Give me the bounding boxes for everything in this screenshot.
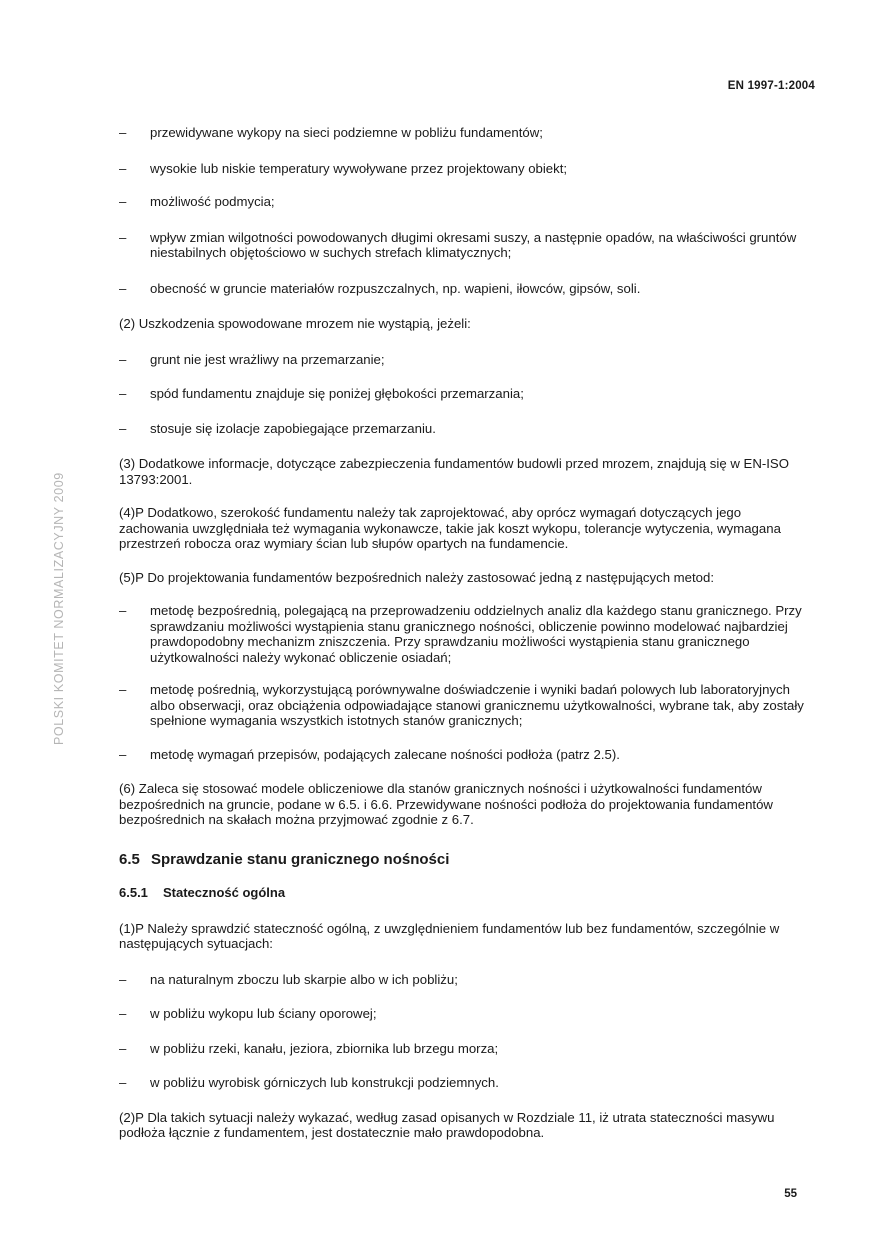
- list-item-text: wpływ zmian wilgotności powodowanych długimi okresami suszy, a następnie opadów, na właściwości gruntów niestabilnych objętościowo w suchych strefach klimatycznych;: [150, 229, 797, 260]
- subsection-heading: [119, 885, 804, 901]
- dash-marker: –: [119, 420, 127, 436]
- list-item-text: stosuje się izolacje zapobiegające przemarzaniu.: [150, 420, 436, 436]
- list-item-text: grunt nie jest wrażliwy na przemarzanie;: [150, 351, 385, 367]
- list-item: [119, 125, 804, 141]
- subsection-number: 6.5.1: [119, 885, 148, 900]
- dash-marker: –: [119, 1040, 127, 1056]
- section-number: 6.5: [119, 850, 140, 868]
- paragraph-s2: (2)P Dla takich sytuacji należy wykazać, według zasad opisanych w Rozdziale 11, iż utrata stateczności masywu podłoża łącznie z fundamentem, jest dostatecznie mało prawdopodobna.: [119, 1109, 775, 1140]
- list-item: [119, 1041, 804, 1057]
- list-item: [119, 352, 804, 368]
- dash-marker: –: [119, 351, 127, 367]
- dash-marker: –: [119, 682, 127, 697]
- list-item-text: wysokie lub niskie temperatury wywoływane przez projektowany obiekt;: [150, 160, 568, 176]
- list-item: [119, 1075, 804, 1091]
- list-item-text: spód fundamentu znajduje się poniżej głębokości przemarzania;: [150, 386, 524, 401]
- watermark: POLSKI KOMITET NORMALIZACYJNY 2009: [52, 472, 66, 745]
- dash-marker: –: [119, 1006, 127, 1021]
- list-item: [119, 972, 804, 988]
- section-title: Sprawdzanie stanu granicznego nośności: [151, 850, 450, 868]
- list-item-text: metodę pośrednią, wykorzystującą porównywalne doświadczenie i wyniki badań polowych lub laboratoryjnych albo obserwacji, oraz obciążenia odpowiadające stanowi granicznemu użytkowalności, wybrane tak, aby zostały spełnione wymagania wszystkich istotnych stanów granicznych;: [150, 682, 804, 728]
- paragraph-2: (2) Uszkodzenia spowodowane mrozem nie wystąpią, jeżeli:: [119, 316, 471, 331]
- page-number: 55: [784, 1188, 797, 1200]
- paragraph-4: (4)P Dodatkowo, szerokość fundamentu należy tak zaprojektować, aby oprócz wymagań dotyczących jego zachowania uwzględniała też wymagania wykonawcze, takie jak koszt wykopu, tolerancje wytyczenia, wymagana przestrzeń robocza oraz wymiary ścian lub słupów opartych na fundamencie.: [119, 505, 781, 551]
- list-item-text: na naturalnym zboczu lub skarpie albo w ich pobliżu;: [150, 971, 458, 987]
- list-item-text: w pobliżu rzeki, kanału, jeziora, zbiornika lub brzegu morza;: [150, 1040, 499, 1056]
- subsection-title: Stateczność ogólna: [163, 885, 286, 900]
- list-item: [119, 230, 804, 261]
- document-id-header: EN 1997-1:2004: [727, 80, 815, 92]
- dash-marker: –: [119, 194, 127, 209]
- paragraph-s1: (1)P Należy sprawdzić stateczność ogólną, z uwzględnieniem fundamentów lub bez fundamentów, szczególnie w następujących sytuacjach:: [119, 920, 780, 951]
- page-content: [119, 119, 804, 1141]
- dash-marker: –: [119, 746, 127, 762]
- paragraph-3: (3) Dodatkowe informacje, dotyczące zabezpieczenia fundamentów budowli przed mrozem, znajdują się w EN-ISO 13793:2001.: [119, 456, 789, 487]
- paragraph-5: (5)P Do projektowania fundamentów bezpośrednich należy zastosować jedną z następujących metod:: [119, 569, 715, 585]
- dash-marker: –: [119, 1075, 127, 1090]
- list-item: [119, 747, 804, 763]
- dash-marker: –: [119, 160, 127, 176]
- list-item: [119, 194, 804, 210]
- list-item-text: obecność w gruncie materiałów rozpuszczalnych, np. wapieni, iłowców, gipsów, soli.: [150, 280, 641, 296]
- list-item: [119, 161, 804, 177]
- list-item: [119, 281, 804, 297]
- list-item: [119, 386, 804, 402]
- list-item: [119, 421, 804, 437]
- dash-marker: –: [119, 603, 127, 618]
- dash-marker: –: [119, 125, 127, 140]
- dash-marker: –: [119, 971, 127, 987]
- list-item-text: w pobliżu wyrobisk górniczych lub konstrukcji podziemnych.: [150, 1075, 499, 1090]
- dash-marker: –: [119, 280, 127, 296]
- list-item-text: metodę bezpośrednią, polegającą na przeprowadzeniu oddzielnych analiz dla każdego stanu granicznego. Przy sprawdzaniu możliwości wystąpienia stanu granicznego nośności, obliczenie powinno modelować najbardziej prawdopodobny mechanizm zniszczenia. Przy sprawdzaniu możliwości wystąpienia stanu granicznego użytkowalności należy wykonać obliczenie osiadań;: [150, 603, 802, 665]
- list-item-text: przewidywane wykopy na sieci podziemne w pobliżu fundamentów;: [150, 125, 543, 140]
- list-item-text: w pobliżu wykopu lub ściany oporowej;: [150, 1006, 377, 1021]
- section-heading: [119, 852, 804, 868]
- list-item-text: metodę wymagań przepisów, podających zalecane nośności podłoża (patrz 2.5).: [150, 746, 620, 762]
- list-item: [119, 682, 804, 729]
- dash-marker: –: [119, 229, 127, 245]
- list-item: [119, 1006, 804, 1022]
- dash-marker: –: [119, 386, 127, 401]
- list-item-text: możliwość podmycia;: [150, 194, 275, 209]
- paragraph-6: (6) Zaleca się stosować modele obliczeniowe dla stanów granicznych nośności i użytkowalności fundamentów bezpośrednich na gruncie, podane w 6.5. i 6.6. Przewidywane nośności podłoża do projektowania fundamentów bezpośrednich na skałach można przyjmować zgodnie z 6.7.: [119, 781, 773, 827]
- list-item: [119, 603, 804, 665]
